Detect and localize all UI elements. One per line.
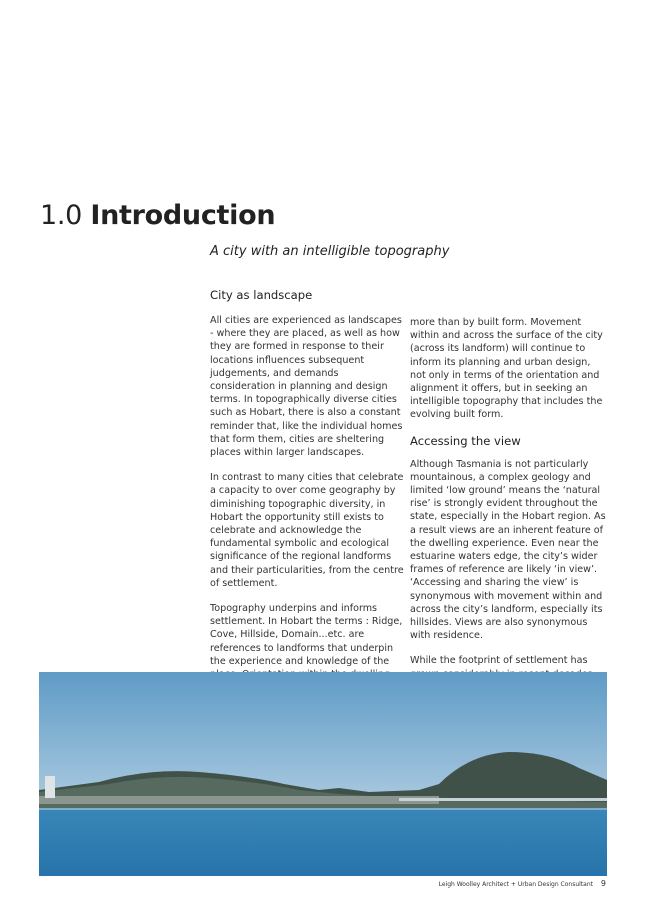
tower-building xyxy=(45,776,55,798)
hobart-landscape-photo xyxy=(39,672,607,876)
chapter-title: Introduction xyxy=(90,200,276,231)
section-heading-city-as-landscape: City as landscape xyxy=(210,288,313,302)
city-buildings xyxy=(39,796,439,804)
paragraph: Topography underpins and informs settlement. In Hobart the terms : Ridge, Cove, Hillside, Domain...etc. are references to landforms that underpin the experience and knowledge of the xyxy=(210,603,403,667)
chapter-heading xyxy=(40,200,275,231)
paragraph: While the footprint of settlement has xyxy=(410,655,588,667)
landscape-illustration xyxy=(39,672,607,876)
footer-credit: Leigh Woolley Architect + Urban Design Consultant xyxy=(438,881,593,888)
bridge xyxy=(399,798,607,801)
page-number: 9 xyxy=(600,879,606,888)
chapter-number: 1.0 xyxy=(40,200,83,231)
paragraph: In contrast to many cities that celebrate a capacity to over come geography by diminishing topographic diversity, in Hobart the opportunity still exists to celebrate and acknowledge the fundamental symbolic and ecological significance of the regional landforms and their particularities, from the centre of settlement. xyxy=(210,472,404,589)
paragraph-continuation: more than by built form. Movement within and across the surface of the city (across its landform) will continue to inform its planning and urban design, not only in terms of the orientation and alignment it offers, but in seeking an intelligible topography that includes the evolving built form. xyxy=(410,317,603,421)
text-column-left xyxy=(210,288,406,720)
page-footer xyxy=(439,879,606,888)
chapter-subtitle: A city with an intelligible topography xyxy=(210,244,450,259)
paragraph: Although Tasmania is not particularly mountainous, a complex geology and limited ‘low ground’ means the ‘natural rise’ is strongly evident throughout the state, especially in the Hobart region. As a result views are an inherent feature of the dwelling experience. Even near the estuarine waters edge, the city’s wider frames of reference are likely ‘in view’. ‘Accessing and sharing the view’ is synonymous with movement within and across the city’s landform, especially its hillsides. Views are also synonymous with residence. xyxy=(410,458,606,642)
waterline xyxy=(39,808,607,810)
water xyxy=(39,808,607,876)
text-column-right xyxy=(410,316,606,719)
section-heading-accessing-the-view: Accessing the view xyxy=(410,433,521,448)
paragraph: All cities are experienced as landscapes - where they are placed, as well as how they are formed in response to their locations influences subsequent judgements, and demands consideration in planning and design terms. In topographically diverse cities such as Hobart, there is also a constant reminder that, like the individual homes that form them, cities are sheltering places within larger landscapes. xyxy=(210,315,403,459)
